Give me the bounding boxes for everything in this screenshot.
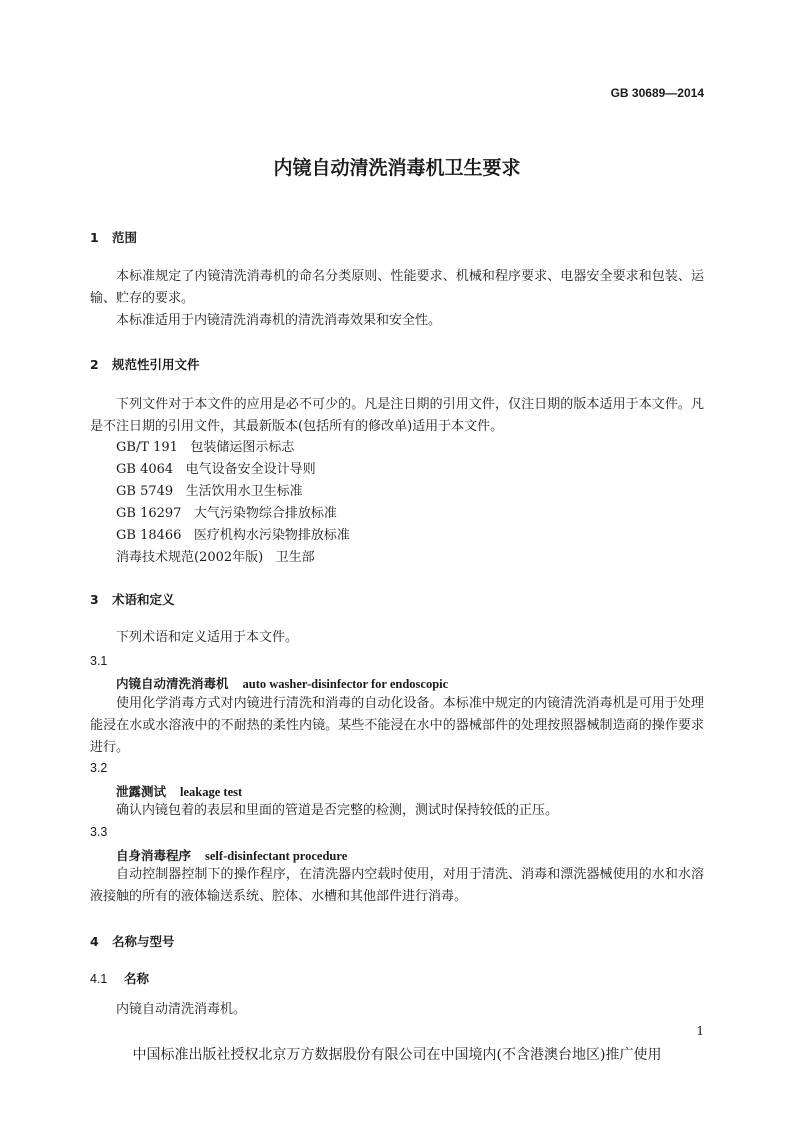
term-en: self-disinfectant procedure	[205, 849, 348, 863]
term-zh: 自身消毒程序	[116, 848, 192, 863]
subsection-title: 名称	[124, 971, 150, 986]
reference-title: 卫生部	[275, 550, 315, 565]
term-definition: 使用化学消毒方式对内镜进行清洗和消毒的自动化设备。本标准中规定的内镜清洗消毒机是可用于处理能浸在水或水溶液中的不耐热的柔性内镜。某些不能浸在水中的器械部件的处理按照器械制造商的操作要求进行。	[90, 696, 704, 755]
section-title: 范围	[112, 230, 138, 245]
term-heading	[116, 846, 347, 864]
reference-code: GB 4064	[116, 462, 174, 477]
section-number: 2	[90, 357, 99, 372]
term-definition: 自动控制器控制下的操作程序，在清洗器内空载时使用，对用于清洗、消毒和漂洗器械使用的水和水溶液接触的所有的液体输送系统、腔体、水槽和其他部件进行消毒。	[90, 867, 704, 904]
section-2-heading	[90, 355, 200, 373]
reference-item	[116, 459, 316, 481]
term-zh: 内镜自动清洗消毒机	[116, 676, 229, 691]
subsection-number: 4.1	[90, 972, 108, 986]
section-title: 术语和定义	[112, 592, 175, 607]
reference-title: 大气污染物综合排放标准	[193, 506, 337, 521]
paragraph: 本标准规定了内镜清洗消毒机的命名分类原则、性能要求、机械和程序要求、电器安全要求和包装、运输、贮存的要求。	[90, 269, 704, 306]
reference-title: 生活饮用水卫生标准	[185, 484, 303, 499]
term-zh: 泄露测试	[116, 784, 167, 799]
page-number: 1	[696, 1024, 704, 1038]
paragraph: 内镜自动清洗消毒机。	[116, 1002, 247, 1017]
reference-code: 消毒技术规范(2002年版)	[116, 550, 264, 565]
section-number: 1	[90, 230, 99, 245]
section-3-heading	[90, 590, 175, 608]
term-number: 3.3	[90, 825, 108, 839]
reference-code: GB 18466	[116, 528, 182, 543]
paragraph: 下列术语和定义适用于本文件。	[116, 630, 299, 645]
section-number: 4	[90, 934, 99, 949]
reference-item	[116, 481, 303, 503]
reference-code: GB/T 191	[116, 440, 178, 455]
section-number: 3	[90, 592, 99, 607]
section-title: 规范性引用文件	[112, 357, 200, 372]
section-4-heading	[90, 932, 175, 950]
reference-title: 包装储运图示标志	[190, 440, 295, 455]
reference-item	[116, 503, 337, 525]
reference-code: GB 5749	[116, 484, 174, 499]
document-title: 内镜自动清洗消毒机卫生要求	[273, 157, 521, 179]
footer-notice: 中国标准出版社授权北京万方数据股份有限公司在中国境内(不含港澳台地区)推广使用	[132, 1047, 662, 1063]
term-en: auto washer-disinfector for endoscopic	[242, 677, 449, 691]
paragraph: 下列文件对于本文件的应用是必不可少的。凡是注日期的引用文件，仅注日期的版本适用于本文件。凡是不注日期的引用文件，其最新版本(包括所有的修改单)适用于本文件。	[90, 397, 704, 434]
term-number: 3.2	[90, 761, 108, 775]
term-definition: 确认内镜包着的表层和里面的管道是否完整的检测，测试时保持较低的正压。	[116, 803, 559, 818]
reference-item	[116, 437, 294, 459]
standard-number: GB 30689—2014	[610, 86, 704, 100]
section-1-heading	[90, 228, 137, 246]
reference-item	[116, 547, 315, 569]
term-heading	[116, 674, 448, 692]
reference-title: 电气设备安全设计导则	[185, 462, 316, 477]
term-number: 3.1	[90, 654, 108, 668]
term-heading	[116, 782, 242, 800]
reference-item	[116, 525, 350, 547]
subsection-4-1-heading	[90, 969, 149, 987]
reference-code: GB 16297	[116, 506, 182, 521]
paragraph: 本标准适用于内镜清洗消毒机的清洗消毒效果和安全性。	[116, 313, 442, 328]
section-title: 名称与型号	[112, 934, 175, 949]
term-en: leakage test	[180, 785, 243, 799]
reference-title: 医疗机构水污染物排放标准	[193, 528, 350, 543]
